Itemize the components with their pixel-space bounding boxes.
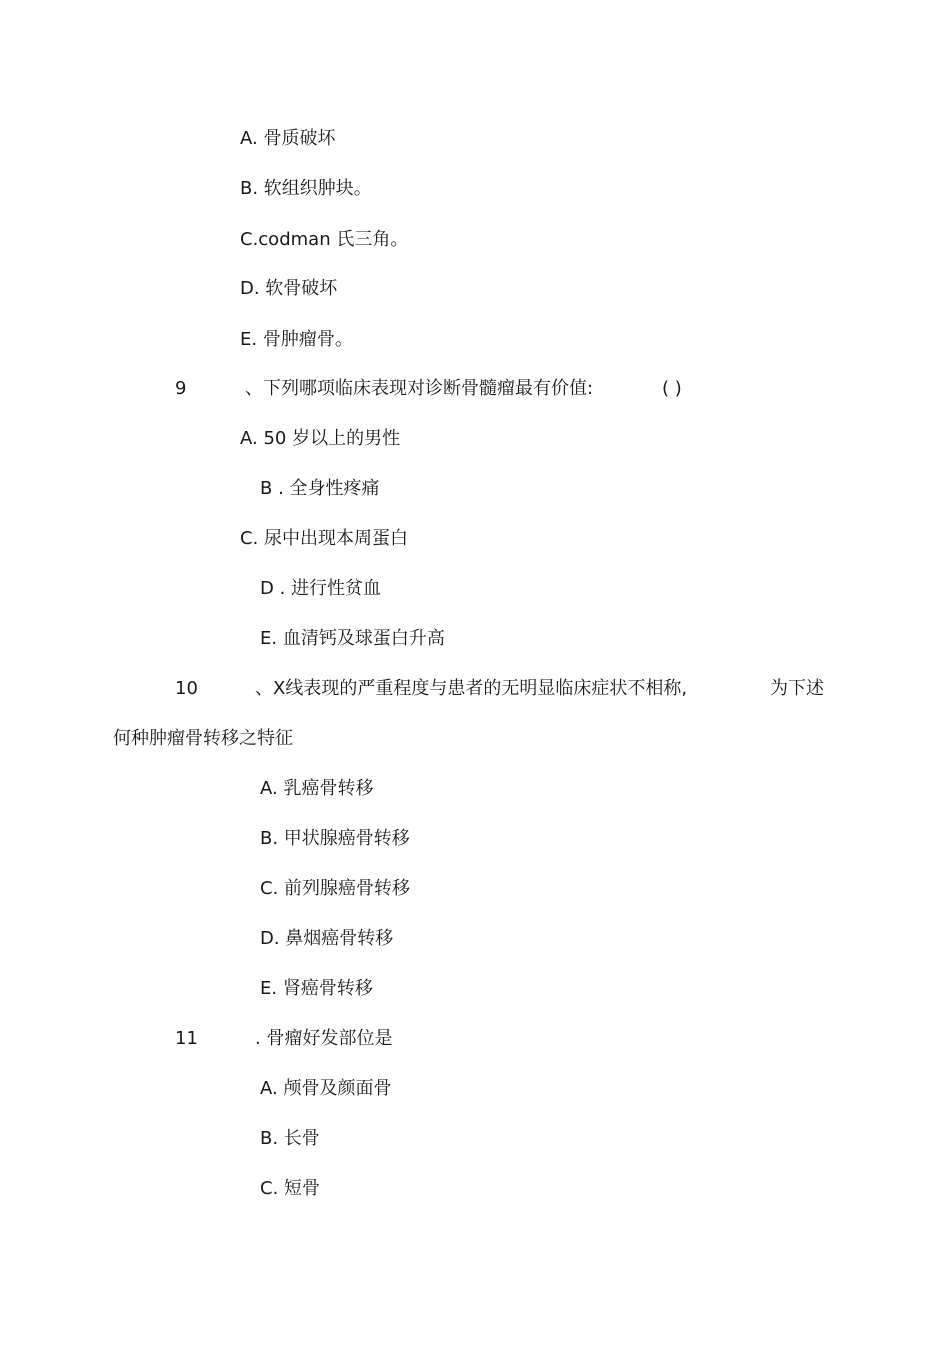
q10-number: 10 (175, 678, 198, 699)
q11-number: 11 (175, 1028, 198, 1049)
q8-option-a: A. 骨质破坏 (240, 128, 336, 149)
q10-stem-part2: 为下述 (770, 678, 824, 699)
q9-option-a: A. 50 岁以上的男性 (240, 428, 401, 449)
q9-stem: 、下列哪项临床表现对诊断骨髓瘤最有价值: (245, 378, 594, 399)
q8-option-c: C.codman 氏三角。 (240, 229, 409, 250)
q8-option-d: D. 软骨破坏 (240, 278, 338, 299)
q10-option-c: C. 前列腺癌骨转移 (260, 878, 411, 899)
q9-option-e: E. 血清钙及球蛋白升高 (260, 628, 445, 649)
q11-stem: . 骨瘤好发部位是 (255, 1028, 393, 1049)
q10-option-a: A. 乳癌骨转移 (260, 778, 374, 799)
q9-option-c: C. 尿中出现本周蛋白 (240, 528, 409, 549)
q10-stem-part3: 何种肿瘤骨转移之特征 (113, 728, 293, 749)
q9-answer-blank: ( ) (662, 378, 682, 399)
q10-stem-part1: 、X线表现的严重程度与患者的无明显临床症状不相称, (255, 678, 688, 699)
q8-option-e: E. 骨肿瘤骨。 (240, 329, 353, 350)
q8-option-b: B. 软组织肿块。 (240, 178, 372, 199)
q11-option-c: C. 短骨 (260, 1178, 321, 1199)
q9-option-d: D . 进行性贫血 (260, 578, 382, 599)
q9-number: 9 (175, 378, 187, 399)
q10-option-d: D. 鼻烟癌骨转移 (260, 928, 394, 949)
q10-option-b: B. 甲状腺癌骨转移 (260, 828, 410, 849)
q9-option-b: B . 全身性疼痛 (260, 478, 380, 499)
q11-option-a: A. 颅骨及颜面骨 (260, 1078, 392, 1099)
q11-option-b: B. 长骨 (260, 1128, 320, 1149)
q10-option-e: E. 肾癌骨转移 (260, 978, 373, 999)
